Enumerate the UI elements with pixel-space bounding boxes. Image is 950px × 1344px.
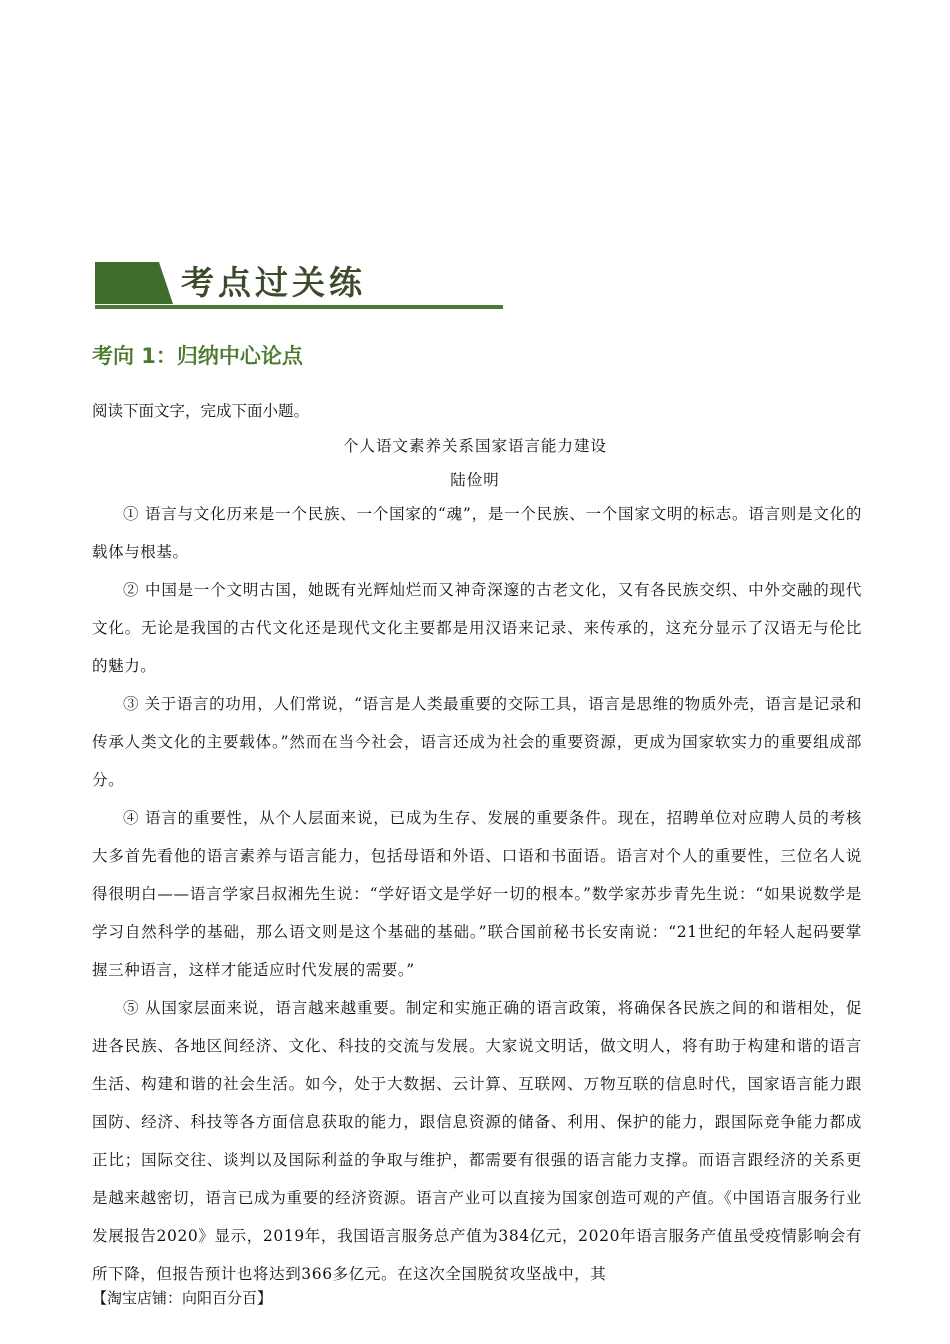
paragraph-5: ⑤ 从国家层面来说，语言越来越重要。制定和实施正确的语言政策，将确保各民族之间的和谐相处，促进各民族、各地区间经济、文化、科技的交流与发展。大家说文明话，做文明人，将有助于构建和谐的语言生活、构建和谐的社会生活。如今，处于大数据、云计算、互联网、万物互联的信息时代，国家语言能力跟国防、经济、科技等各方面信息获取的能力，跟信息资源的储备、利用、保护的能力，跟国际竞争能力都成正比；国际交往、谈判以及国际利益的争取与维护，都需要有很强的语言能力支撑。而语言跟经济的关系更是越来越密切，语言已成为重要的经济资源。语言产业可以直接为国家创造可观的产值。《中国语言服务行业发展报告2020》显示，2019年，我国语言服务总产值为384亿元，2020年语言服务产值虽受疫情影响会有所下降，但报告预计也将达到366多亿元。在这次全国脱贫攻坚战中，其 (92, 999, 862, 1283)
article-title: 个人语文素养关系国家语言能力建设 (342, 437, 607, 455)
banner-block (95, 262, 173, 304)
footer-shop-label: 【淘宝店铺：向阳百分百】 (92, 1289, 273, 1307)
paragraph-3: ③ 关于语言的功用，人们常说，“语言是人类最重要的交际工具，语言是思维的物质外壳，语言是记录和传承人类文化的主要载体。”然而在当今社会，语言还成为社会的重要资源，更成为国家软实力的重要组成部分。 (92, 695, 862, 789)
paragraph-4: ④ 语言的重要性，从个人层面来说，已成为生存、发展的重要条件。现在，招聘单位对应聘人员的考核大多首先看他的语言素养与语言能力，包括母语和外语、口语和书面语。语言对个人的重要性，三位名人说得很明白——语言学家吕叔湘先生说：“学好语文是学好一切的根本。”数学家苏步青先生说：“如果说数学是学习自然科学的基础，那么语文则是这个基础的基础。”联合国前秘书长安南说：“21世纪的年轻人起码要掌握三种语言，这样才能适应时代发展的需要。” (92, 809, 862, 979)
section-banner (95, 260, 505, 312)
section-title: 考向 1：归纳中心论点 (92, 344, 303, 368)
paragraph-2: ② 中国是一个文明古国，她既有光辉灿烂而又神奇深邃的古老文化，又有各民族交织、中外交融的现代文化。无论是我国的古代文化还是现代文化主要都是用汉语来记录、来传承的，这充分显示了汉语无与伦比的魅力。 (92, 581, 862, 675)
banner-rule (95, 305, 503, 309)
article-author: 陆俭明 (450, 471, 500, 489)
instruction-text: 阅读下面文字，完成下面小题。 (92, 402, 310, 420)
article-body (92, 495, 862, 1293)
banner-title: 考点过关练 (181, 263, 366, 302)
paragraph-1: ① 语言与文化历来是一个民族、一个国家的“魂”，是一个民族、一个国家文明的标志。语言则是文化的载体与根基。 (92, 505, 862, 561)
